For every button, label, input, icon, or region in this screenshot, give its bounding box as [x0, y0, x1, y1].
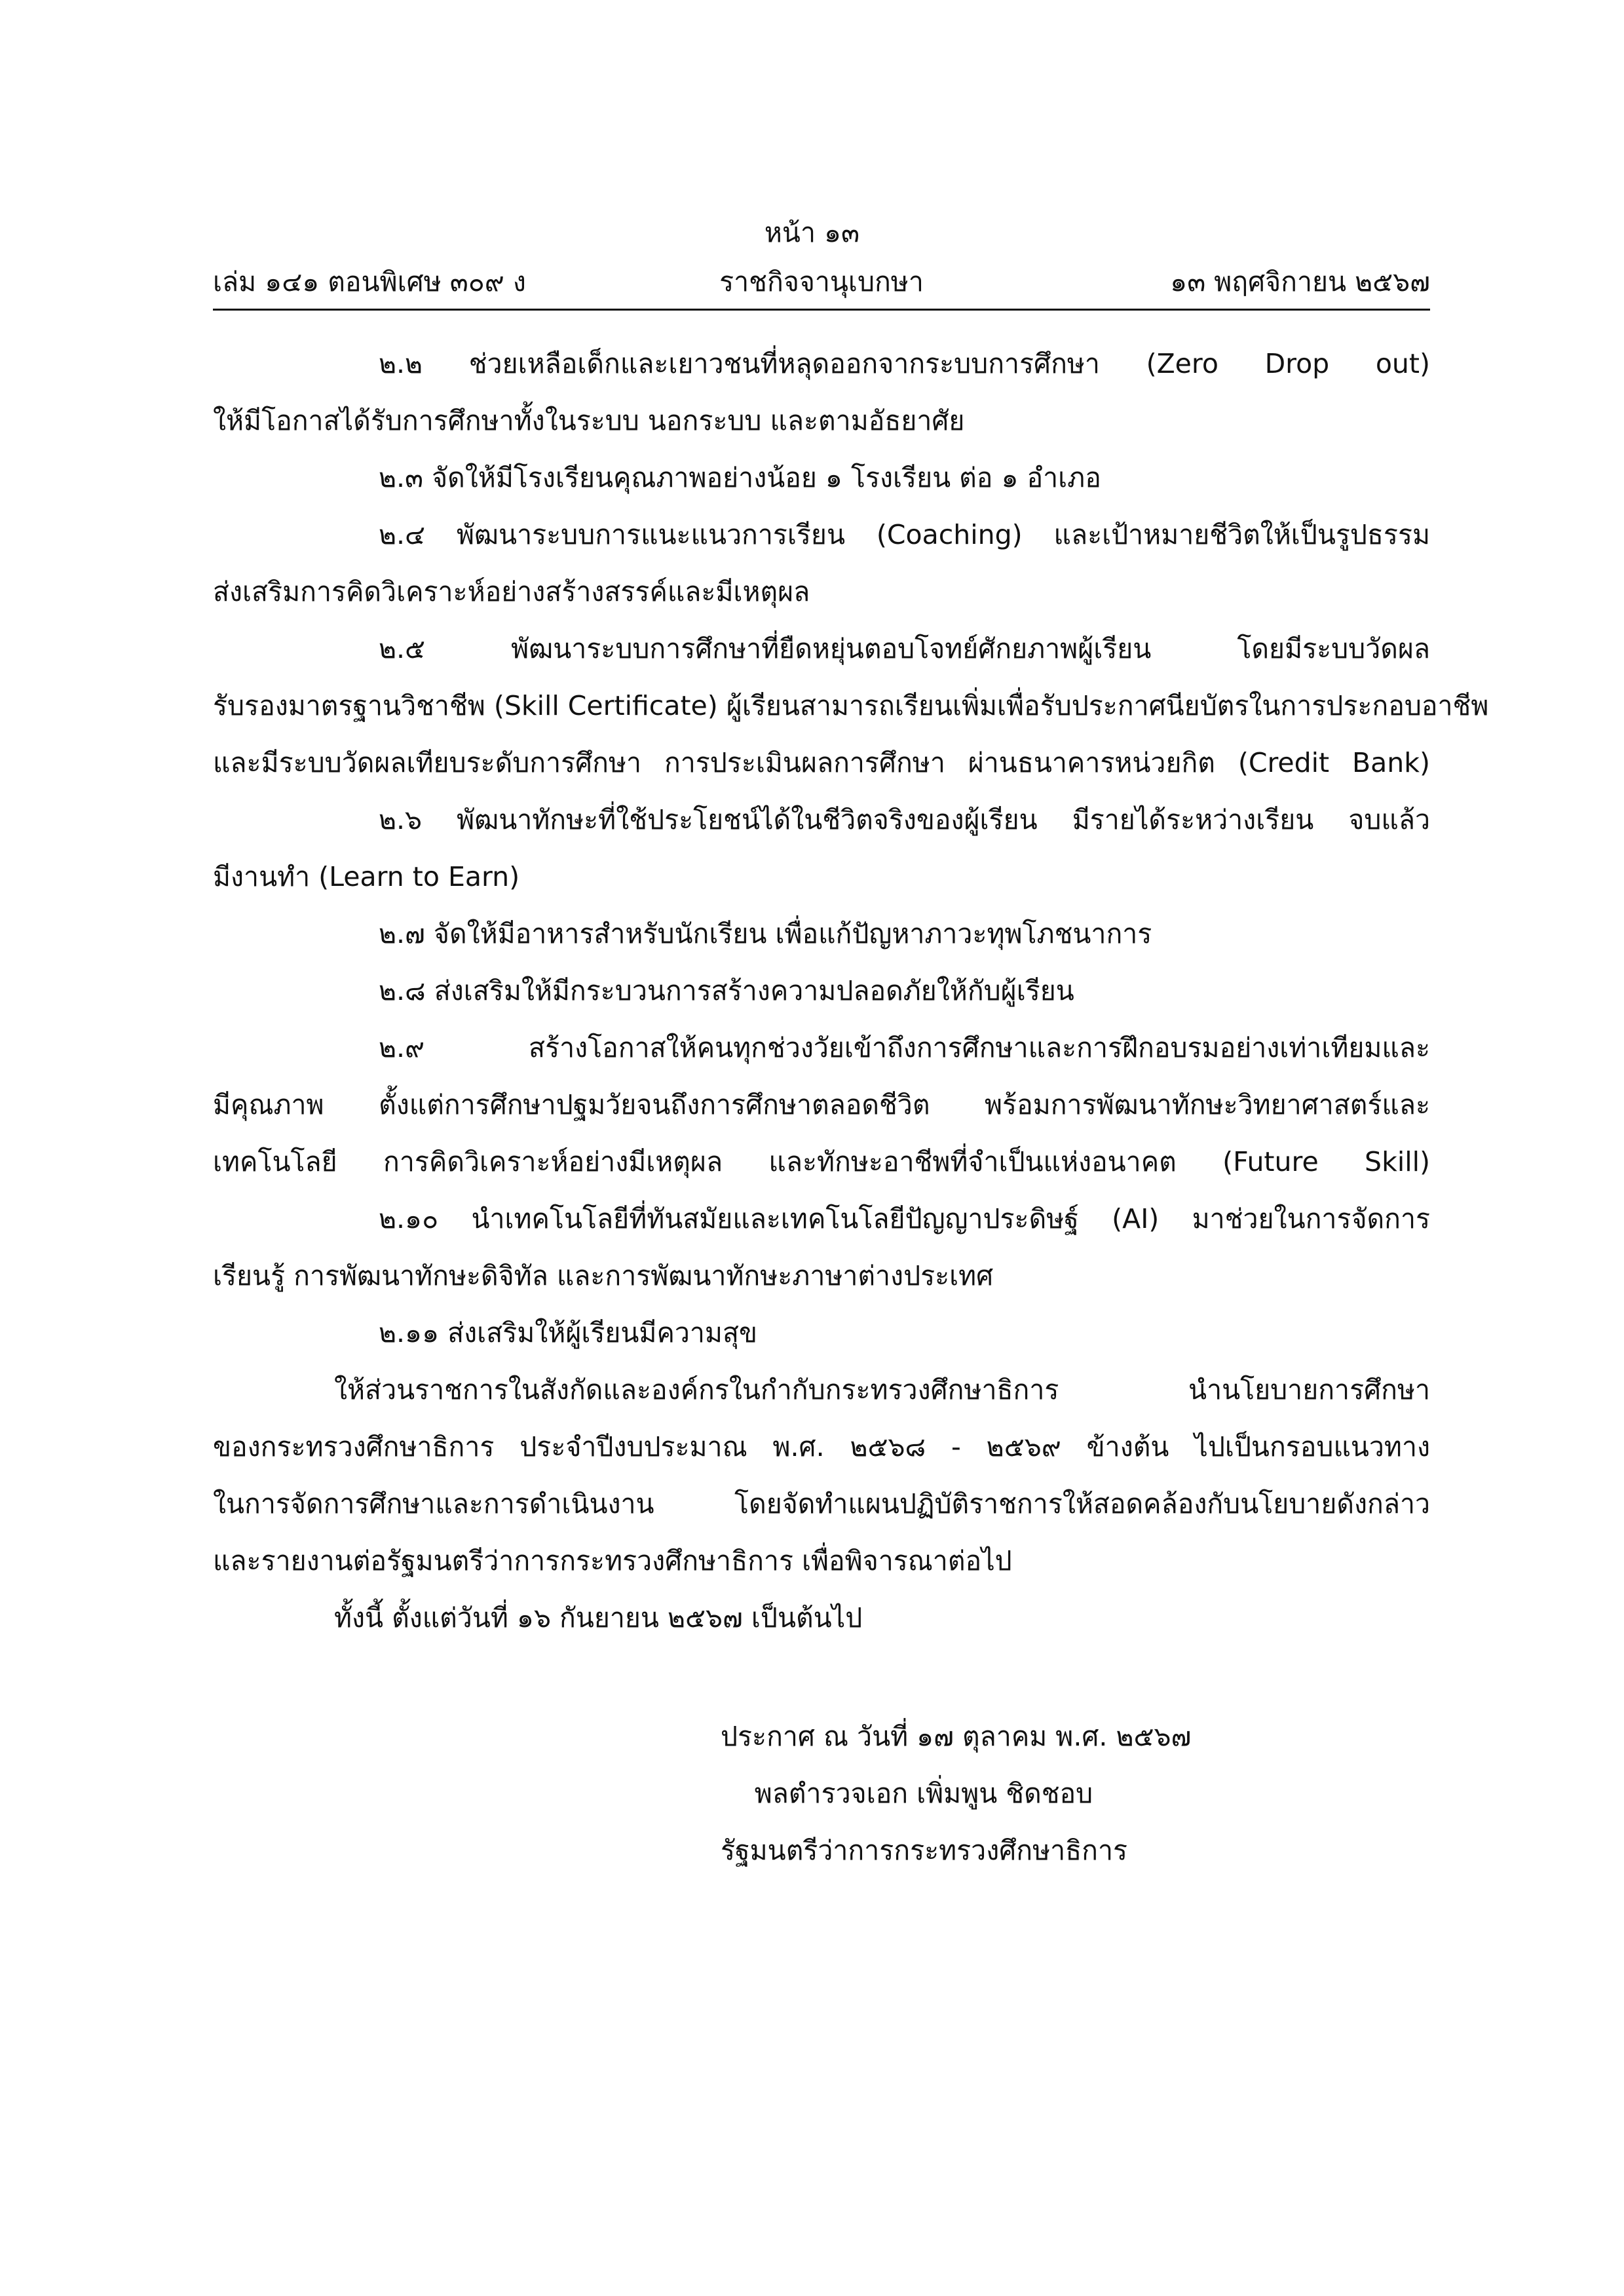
- item-2-9-line-1: ๒.๙ สร้างโอกาสให้คนทุกช่วงวัยเข้าถึงการศึกษาและการฝึกอบรมอย่างเท่าเทียมและ: [379, 1032, 1430, 1063]
- item-2-8: ๒.๘ ส่งเสริมให้มีกระบวนการสร้างความปลอดภัยให้กับผู้เรียน: [379, 975, 1074, 1006]
- closing-line-3: ในการจัดการศึกษาและการดำเนินงาน โดยจัดทำแผนปฏิบัติราชการให้สอดคล้องกับนโยบายดังกล่าว: [213, 1488, 1430, 1520]
- page-number: หน้า ๑๓: [764, 217, 860, 248]
- item-2-6-line-1: ๒.๖ พัฒนาทักษะที่ใช้ประโยชน์ได้ในชีวิตจริงของผู้เรียน มีรายได้ระหว่างเรียน จบแล้ว: [379, 804, 1430, 835]
- item-2-2-line-1: ๒.๒ ช่วยเหลือเด็กและเยาวชนที่หลุดออกจากระบบการศึกษา (Zero Drop out): [379, 348, 1430, 379]
- item-2-7: ๒.๗ จัดให้มีอาหารสำหรับนักเรียน เพื่อแก้ปัญหาภาวะทุพโภชนาการ: [379, 918, 1152, 949]
- effective-date: ทั้งนี้ ตั้งแต่วันที่ ๑๖ กันยายน ๒๕๖๗ เป็นต้นไป: [334, 1602, 863, 1634]
- item-2-9-line-2: มีคุณภาพ ตั้งแต่การศึกษาปฐมวัยจนถึงการศึกษาตลอดชีวิต พร้อมการพัฒนาทักษะวิทยาศาสตร์และ: [213, 1089, 1430, 1120]
- signatory-position: รัฐมนตรีว่าการกระทรวงศึกษาธิการ: [721, 1835, 1128, 1866]
- signatory-name: พลตำรวจเอก เพิ่มพูน ชิดชอบ: [754, 1778, 1093, 1809]
- item-2-5-line-1: ๒.๕ พัฒนาระบบการศึกษาที่ยืดหยุ่นตอบโจทย์ศักยภาพผู้เรียน โดยมีระบบวัดผล: [379, 633, 1430, 664]
- item-2-10-line-1: ๒.๑๐ นำเทคโนโลยีที่ทันสมัยและเทคโนโลยีปัญญาประดิษฐ์ (AI) มาช่วยในการจัดการ: [379, 1203, 1430, 1234]
- closing-line-4: และรายงานต่อรัฐมนตรีว่าการกระทรวงศึกษาธิการ เพื่อพิจารณาต่อไป: [213, 1545, 1012, 1577]
- item-2-5-line-3: และมีระบบวัดผลเทียบระดับการศึกษา การประเมินผลการศึกษา ผ่านธนาคารหน่วยกิต (Credit Bank): [213, 747, 1430, 778]
- item-2-9-line-3: เทคโนโลยี การคิดวิเคราะห์อย่างมีเหตุผล และทักษะอาชีพที่จำเป็นแห่งอนาคต (Future Skill): [213, 1146, 1430, 1177]
- announcement-date: ประกาศ ณ วันที่ ๑๗ ตุลาคม พ.ศ. ๒๕๖๗: [721, 1721, 1192, 1752]
- item-2-2-line-2: ให้มีโอกาสได้รับการศึกษาทั้งในระบบ นอกระบบ และตามอัธยาศัย: [213, 405, 965, 436]
- item-2-3: ๒.๓ จัดให้มีโรงเรียนคุณภาพอย่างน้อย ๑ โรงเรียน ต่อ ๑ อำเภอ: [379, 462, 1101, 493]
- publication-title: ราชกิจจานุเบกษา: [719, 266, 924, 297]
- header-divider: [213, 309, 1430, 311]
- item-2-10-line-2: เรียนรู้ การพัฒนาทักษะดิจิทัล และการพัฒนาทักษะภาษาต่างประเทศ: [213, 1260, 994, 1292]
- volume-info: เล่ม ๑๔๑ ตอนพิเศษ ๓๐๙ ง: [213, 266, 526, 297]
- item-2-5-line-2: รับรองมาตรฐานวิชาชีพ (Skill Certificate) ผู้เรียนสามารถเรียนเพิ่มเพื่อรับประกาศนียบัตรในการประกอบอาชีพ: [213, 690, 1489, 721]
- item-2-11: ๒.๑๑ ส่งเสริมให้ผู้เรียนมีความสุข: [379, 1317, 758, 1349]
- item-2-4-line-1: ๒.๔ พัฒนาระบบการแนะแนวการเรียน (Coaching) และเป้าหมายชีวิตให้เป็นรูปธรรม: [379, 519, 1430, 550]
- item-2-6-line-2: มีงานทำ (Learn to Earn): [213, 861, 520, 892]
- closing-line-2: ของกระทรวงศึกษาธิการ ประจำปีงบประมาณ พ.ศ. ๒๕๖๘ - ๒๕๖๙ ข้างต้น ไปเป็นกรอบแนวทาง: [213, 1431, 1430, 1463]
- gazette-header: [213, 262, 1430, 301]
- publication-date: ๑๓ พฤศจิกายน ๒๕๖๗: [1170, 266, 1430, 297]
- item-2-4-line-2: ส่งเสริมการคิดวิเคราะห์อย่างสร้างสรรค์และมีเหตุผล: [213, 576, 810, 607]
- closing-line-1: ให้ส่วนราชการในสังกัดและองค์กรในกำกับกระทรวงศึกษาธิการ นำนโยบายการศึกษา: [334, 1374, 1430, 1406]
